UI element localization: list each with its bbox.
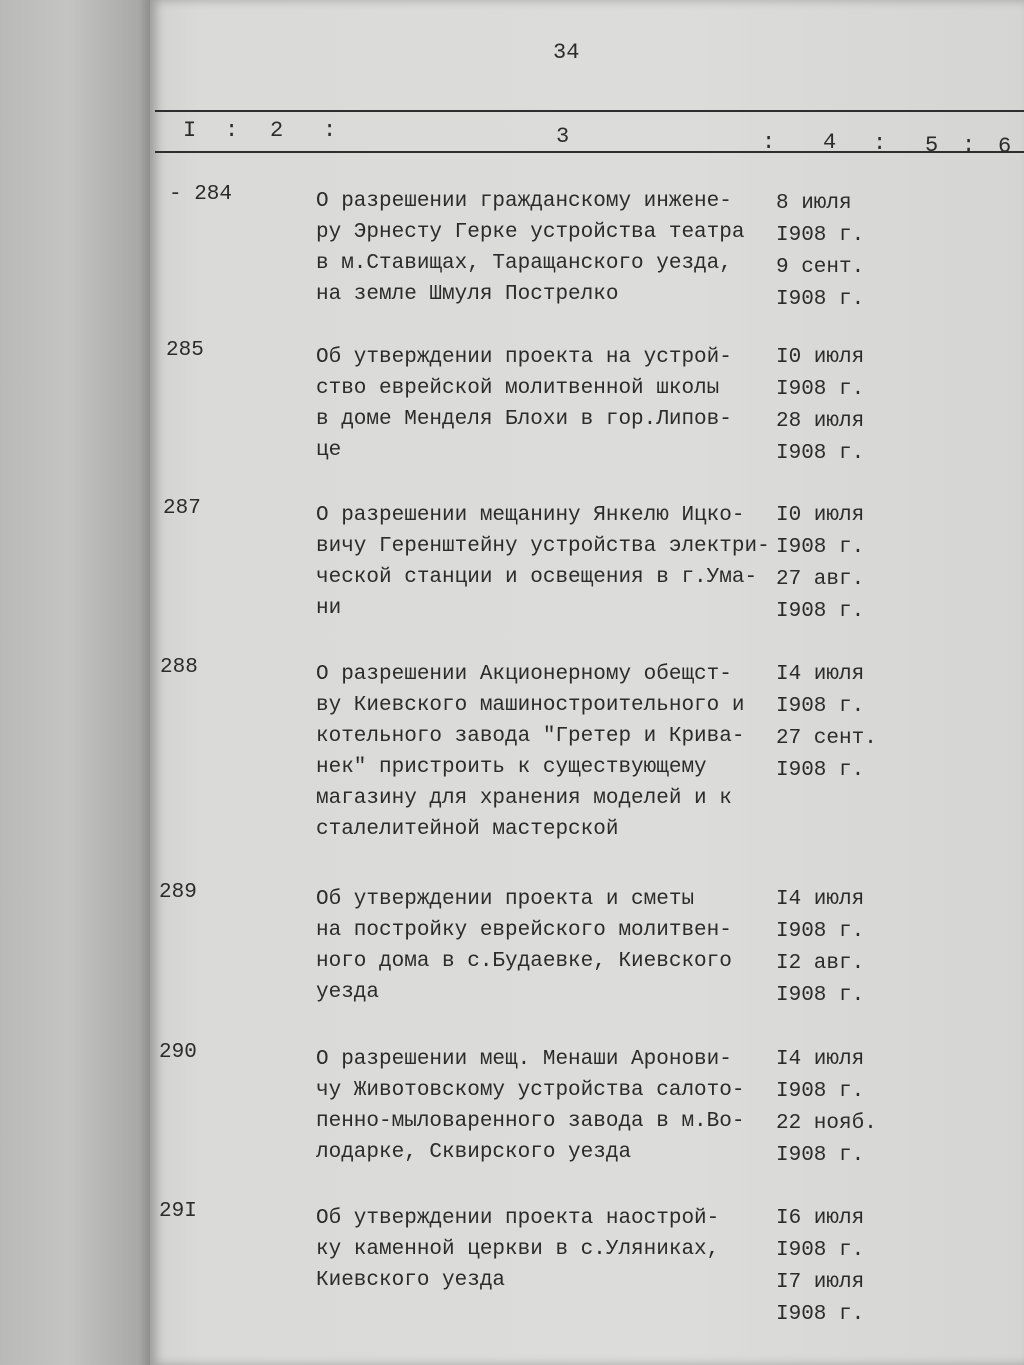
entry-dates xyxy=(776,884,886,1012)
entry-title xyxy=(316,342,776,466)
entry-number: 288 xyxy=(160,656,198,679)
title-line: Киевского уезда xyxy=(316,1269,506,1292)
date-line: I908 г. xyxy=(776,224,865,247)
date-line: I908 г. xyxy=(776,920,865,943)
title-line: в м.Ставищах, Таращанского уезда, xyxy=(316,252,732,275)
header-sep-4: : xyxy=(873,131,887,156)
entry-title xyxy=(316,186,776,310)
page-number: 34 xyxy=(553,40,580,65)
date-line: I2 авг. xyxy=(776,952,865,975)
header-bottom-rule xyxy=(155,151,1024,153)
title-line: О разрешении Акционерному обещст- xyxy=(316,663,732,686)
entry-number: 290 xyxy=(159,1041,197,1064)
date-line: I908 г. xyxy=(776,984,865,1007)
date-line: 8 июля xyxy=(776,192,852,215)
entry-dates xyxy=(776,659,886,787)
date-line: I908 г. xyxy=(776,1303,865,1326)
entry-dates xyxy=(776,342,886,470)
date-line: I908 г. xyxy=(776,1144,865,1167)
entry-title xyxy=(316,1203,776,1296)
title-line: ческой станции и освещения в г.Ума- xyxy=(316,566,758,589)
title-line: це xyxy=(316,439,342,462)
date-line: I4 июля xyxy=(776,1048,865,1071)
header-sep-1: : xyxy=(225,118,239,143)
title-line: пенно-мыловаренного завода в м.Во- xyxy=(316,1110,745,1133)
header-col-6: 6 xyxy=(998,134,1012,159)
header-sep-5: : xyxy=(962,133,976,158)
header-top-rule xyxy=(155,110,1024,112)
header-col-1: I xyxy=(183,118,197,143)
header-col-3: 3 xyxy=(556,124,570,149)
title-line: лодарке, Сквирского уезда xyxy=(316,1141,632,1164)
title-line: нек" пристроить к существующему xyxy=(316,756,707,779)
date-line: I0 июля xyxy=(776,346,865,369)
date-line: 27 авг. xyxy=(776,568,865,591)
entry-dates xyxy=(776,500,886,628)
date-line: I7 июля xyxy=(776,1271,865,1294)
title-line: чу Животовскому устройства салото- xyxy=(316,1079,745,1102)
title-line: О разрешении гражданскому инжене- xyxy=(316,190,732,213)
entry-dates xyxy=(776,188,886,316)
title-line: Об утверждении проекта наострой- xyxy=(316,1207,720,1230)
title-line: на постройку еврейского молитвен- xyxy=(316,919,732,942)
title-line: ру Эрнесту Герке устройства театра xyxy=(316,221,745,244)
title-line: ного дома в с.Будаевке, Киевского xyxy=(316,950,732,973)
title-line: на земле Шмуля Пострелко xyxy=(316,283,619,306)
title-line: Об утверждении проекта на устрой- xyxy=(316,346,732,369)
title-line: О разрешении мещ. Менаши Аронови- xyxy=(316,1048,732,1071)
title-line: ву Киевского машиностроительного и xyxy=(316,694,745,717)
header-sep-2: : xyxy=(323,118,337,143)
date-line: I4 июля xyxy=(776,888,865,911)
title-line: вичу Геренштейну устройства электри- xyxy=(316,535,770,558)
title-line: Об утверждении проекта и сметы xyxy=(316,888,695,911)
date-line: I908 г. xyxy=(776,1080,865,1103)
header-sep-3: : xyxy=(762,130,776,155)
date-line: 28 июля xyxy=(776,410,865,433)
header-col-4: 4 xyxy=(823,130,837,155)
entry-number: 285 xyxy=(166,339,204,362)
date-line: I0 июля xyxy=(776,504,865,527)
entry-title xyxy=(316,659,776,845)
title-line: в доме Менделя Блохи в гор.Липов- xyxy=(316,408,732,431)
date-line: 22 нояб. xyxy=(776,1112,877,1135)
title-line: ни xyxy=(316,597,342,620)
date-line: I908 г. xyxy=(776,536,865,559)
entry-title xyxy=(316,884,776,1008)
date-line: I908 г. xyxy=(776,695,865,718)
entry-title xyxy=(316,500,776,624)
title-line: магазину для хранения моделей и к xyxy=(316,787,732,810)
facing-page-edge xyxy=(0,0,150,1365)
title-line: сталелитейной мастерской xyxy=(316,818,619,841)
title-line: О разрешении мещанину Янкелю Ицко- xyxy=(316,504,745,527)
title-line: ство еврейской молитвенной школы xyxy=(316,377,720,400)
header-col-2: 2 xyxy=(270,118,284,143)
entry-number: 29I xyxy=(159,1200,197,1223)
title-line: уезда xyxy=(316,981,380,1004)
date-line: I6 июля xyxy=(776,1207,865,1230)
date-line: I4 июля xyxy=(776,663,865,686)
entry-dates xyxy=(776,1203,886,1331)
entry-title xyxy=(316,1044,776,1168)
entry-number: 287 xyxy=(163,497,201,520)
entry-number: 289 xyxy=(159,881,197,904)
title-line: ку каменной церкви в с.Уляниках, xyxy=(316,1238,720,1261)
date-line: I908 г. xyxy=(776,288,865,311)
entry-dates xyxy=(776,1044,886,1172)
date-line: 27 сент. xyxy=(776,727,877,750)
date-line: I908 г. xyxy=(776,442,865,465)
date-line: I908 г. xyxy=(776,1239,865,1262)
header-col-5: 5 xyxy=(925,133,939,158)
date-line: I908 г. xyxy=(776,378,865,401)
date-line: I908 г. xyxy=(776,759,865,782)
entry-number: - 284 xyxy=(169,183,233,206)
date-line: 9 сент. xyxy=(776,256,865,279)
title-line: котельного завода "Гретер и Крива- xyxy=(316,725,745,748)
date-line: I908 г. xyxy=(776,600,865,623)
